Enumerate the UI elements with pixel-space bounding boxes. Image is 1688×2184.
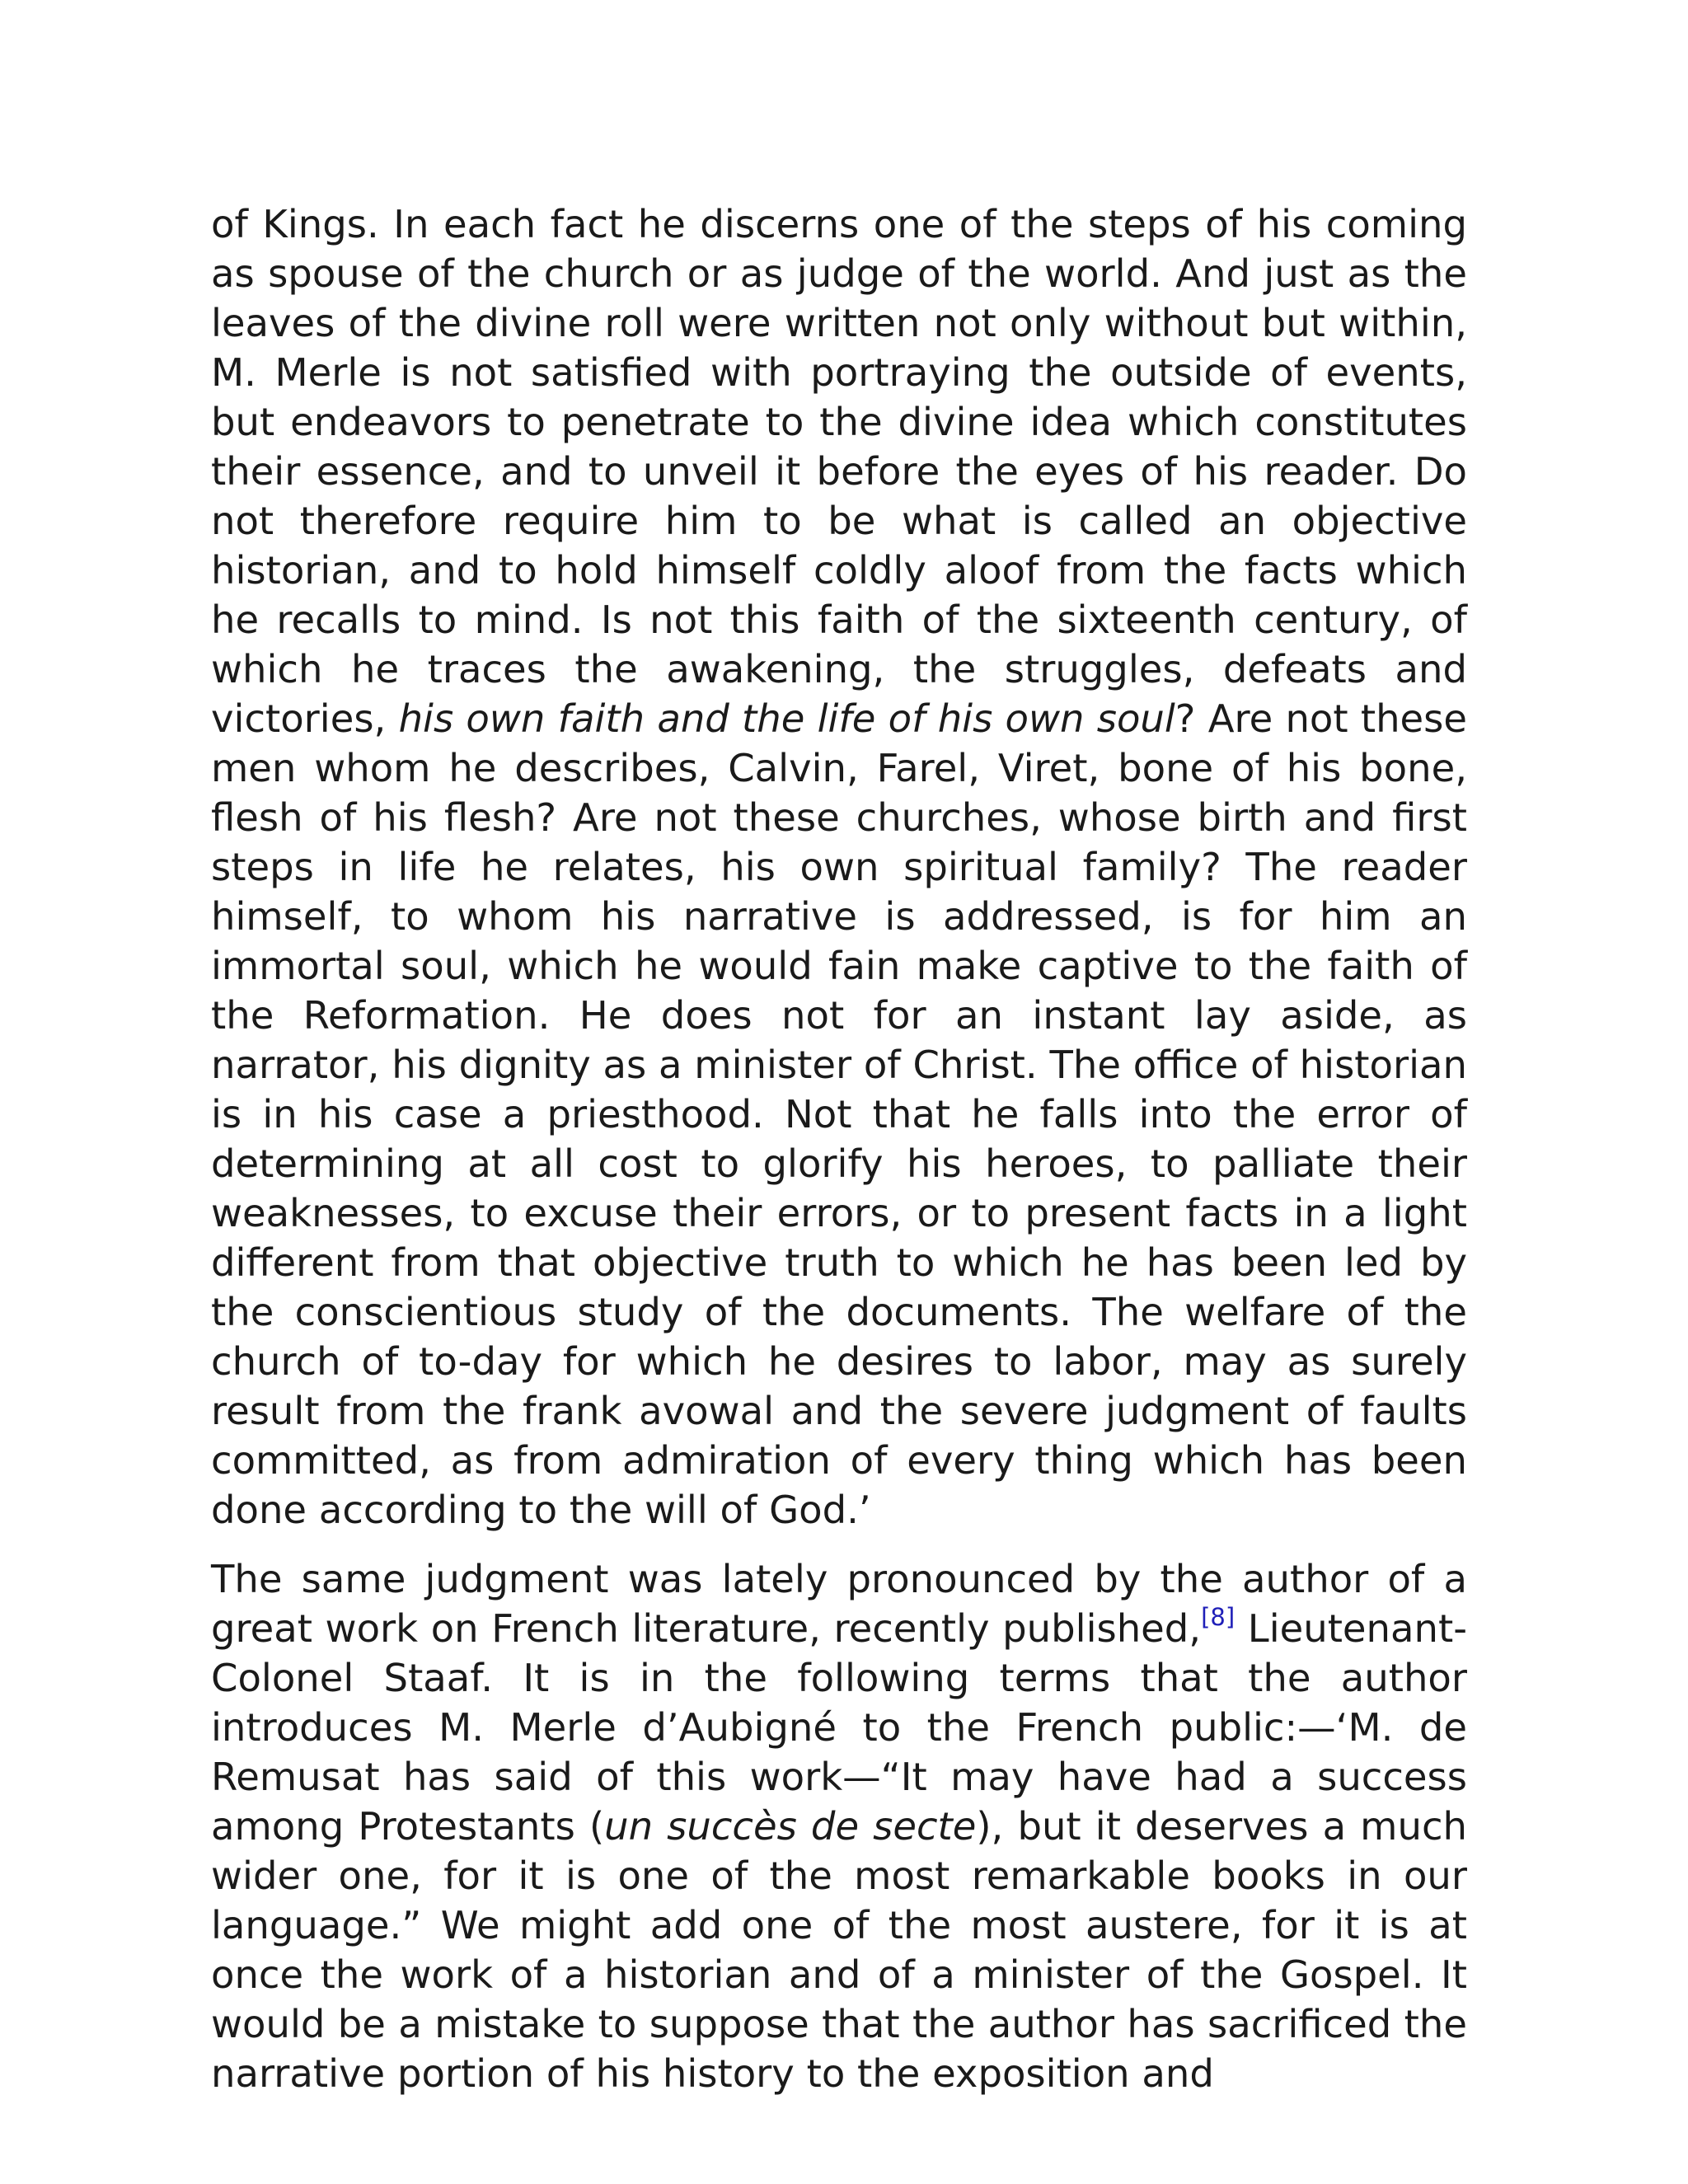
paragraph-2-text-c: ), but it deserves a much wider one, for it is one of the most remarkable books in our language.” We might add one of the most austere, for it is at once the work of a historian and of a minister of the Gospel. It would be a mistake to suppose that the author has sacrificed the narrative portion of his history to the exposition and (211, 1804, 1467, 2096)
paragraph-2-text-a: The same judgment was lately pronounced by the author of a great work on French literature, recently published, (211, 1557, 1467, 1651)
page-body (211, 199, 1467, 2098)
paragraph-2-italic: un succès de secte (604, 1804, 977, 1849)
paragraph-1-italic: his own faith and the life of his own soul (398, 696, 1175, 741)
paragraph-1-text-a: of Kings. In each fact he discerns one of the steps of his coming as spouse of the church or as judge of the world. And just as the leaves of the divine roll were written not only without but within, M. Merle is not satisfied with portraying the outside of events, but endeavors to penetrate to the divine idea which constitutes their essence, and to unveil it before the eyes of his reader. Do not therefore require him to be what is called an objective historian, and to hold himself coldly aloof from the facts which he recalls to mind. Is not this faith of the sixteenth century, of which he traces the awakening, the struggles, defeats and victories, (211, 202, 1467, 741)
footnote-link[interactable]: [8] (1201, 1603, 1236, 1631)
paragraph-2-text-b: Lieutenant-Colonel Staaf. It is in the following terms that the author introduces M. Merle d’Aubigné to the French public:—‘M. de Remusat has said of this work—“It may have had a success among Protestants ( (211, 1606, 1467, 1849)
paragraph-1 (211, 199, 1467, 1535)
paragraph-1-text-b: ? Are not these men whom he describes, Calvin, Farel, Viret, bone of his bone, flesh of his flesh? Are not these churches, whose birth and first steps in life he relates, his own spiritual family? The reader himself, to whom his narrative is addressed, is for him an immortal soul, which he would fain make captive to the faith of the Reformation. He does not for an instant lay aside, as narrator, his dignity as a minister of Christ. The office of historian is in his case a priesthood. Not that he falls into the error of determining at all cost to glorify his heroes, to palliate their weaknesses, to excuse their errors, or to present facts in a light different from that objective truth to which he has been led by the conscientious study of the documents. The welfare of the church of to-day for which he desires to labor, may as surely result from the frank avowal and the severe judgment of faults committed, as from admiration of every thing which has been done according to the will of God.’ (211, 696, 1467, 1532)
paragraph-2 (211, 1554, 1467, 2098)
